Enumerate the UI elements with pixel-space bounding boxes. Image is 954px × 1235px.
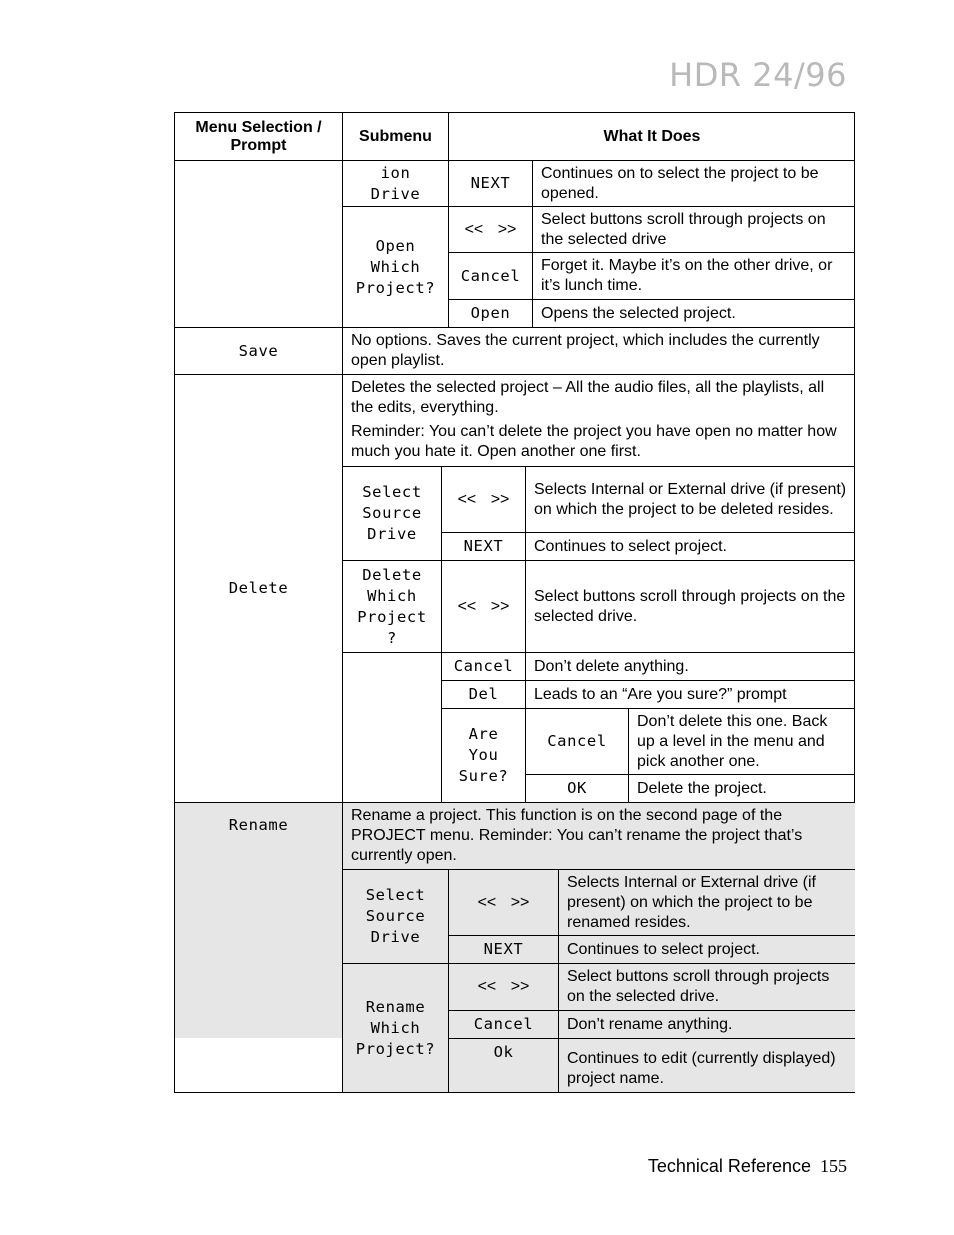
open-cancel-option: Cancel xyxy=(448,252,532,299)
page-footer xyxy=(648,1156,847,1177)
rename-source-scroll-desc: Selects Internal or External drive (if present) on which the project to be renamed resides. xyxy=(558,869,855,935)
rename-source-drive-submenu: Select Source Drive xyxy=(342,869,448,963)
open-cancel-desc: Forget it. Maybe it’s on the other drive, or it’s lunch time. xyxy=(532,252,855,299)
delete-source-scroll-desc: Selects Internal or External drive (if present) on which the project to be deleted resides. xyxy=(525,466,855,532)
header-what-it-does: What It Does xyxy=(448,113,855,160)
open-next-desc: Continues on to select the project to be opened. xyxy=(532,160,855,206)
delete-which-scroll-desc: Select buttons scroll through projects on the selected drive. xyxy=(525,560,855,652)
rename-source-next-option: NEXT xyxy=(448,935,558,963)
delete-desc-2: Reminder: You can’t delete the project you have open no matter how much you hate it. Open another one first. xyxy=(342,420,855,466)
reference-table xyxy=(174,112,855,1093)
delete-desc-1: Deletes the selected project – All the audio files, all the playlists, all the edits, everything. xyxy=(342,374,855,420)
save-desc: No options. Saves the current project, which includes the currently open playlist. xyxy=(342,327,855,374)
delete-source-next-option: NEXT xyxy=(441,532,525,560)
delete-source-scroll-option: << >> xyxy=(441,466,525,532)
delete-label: Delete xyxy=(175,374,342,802)
delete-are-you-sure-label: Are You Sure? xyxy=(441,708,525,802)
rename-desc: Rename a project. This function is on the second page of the PROJECT menu. Reminder: You can’t rename the project that’s currently open. xyxy=(342,802,855,869)
save-label: Save xyxy=(175,327,342,374)
rename-source-scroll-option: << >> xyxy=(448,869,558,935)
delete-which-project-submenu: Delete Which Project ? xyxy=(342,560,441,652)
header-submenu: Submenu xyxy=(342,113,448,160)
delete-source-next-desc: Continues to select project. xyxy=(525,532,855,560)
rename-which-scroll-desc: Select buttons scroll through projects on the selected drive. xyxy=(558,963,855,1010)
delete-del-option: Del xyxy=(441,680,525,708)
rename-which-scroll-option: << >> xyxy=(448,963,558,1010)
open-drive-submenu: ion Drive xyxy=(342,160,448,206)
delete-sure-ok-desc: Delete the project. xyxy=(628,774,855,802)
open-next-option: NEXT xyxy=(448,160,532,206)
open-open-option: Open xyxy=(448,299,532,327)
page-number: 155 xyxy=(820,1156,847,1176)
delete-sure-ok-option: OK xyxy=(525,774,628,802)
open-open-desc: Opens the selected project. xyxy=(532,299,855,327)
delete-source-drive-submenu: Select Source Drive xyxy=(342,466,441,560)
open-scroll-desc: Select buttons scroll through projects on the selected drive xyxy=(532,206,855,252)
delete-cancel-option: Cancel xyxy=(441,652,525,680)
rename-label-fill xyxy=(175,848,342,1038)
rename-label: Rename xyxy=(175,802,342,848)
delete-sure-cancel-option: Cancel xyxy=(525,708,628,774)
rename-ok-option: Ok xyxy=(448,1038,558,1092)
delete-sure-cancel-desc: Don’t delete this one. Back up a level in the menu and pick another one. xyxy=(628,708,855,774)
rename-cancel-option: Cancel xyxy=(448,1010,558,1038)
rename-ok-desc: Continues to edit (currently displayed) project name. xyxy=(558,1038,855,1092)
rename-cancel-desc: Don’t rename anything. xyxy=(558,1010,855,1038)
delete-del-desc: Leads to an “Are you sure?” prompt xyxy=(525,680,855,708)
page-header: HDR 24/96 xyxy=(669,56,847,94)
open-which-project-submenu: Open Which Project? xyxy=(342,206,448,327)
open-scroll-option: << >> xyxy=(448,206,532,252)
open-section-label xyxy=(175,160,342,327)
rename-source-next-desc: Continues to select project. xyxy=(558,935,855,963)
footer-label: Technical Reference xyxy=(647,1156,811,1176)
header-menu-selection: Menu Selection / Prompt xyxy=(195,118,322,154)
delete-cancel-desc: Don’t delete anything. xyxy=(525,652,855,680)
rename-which-project-submenu: Rename Which Project? xyxy=(342,963,448,1092)
delete-empty-submenu xyxy=(342,652,441,802)
delete-which-scroll-option: << >> xyxy=(441,560,525,652)
